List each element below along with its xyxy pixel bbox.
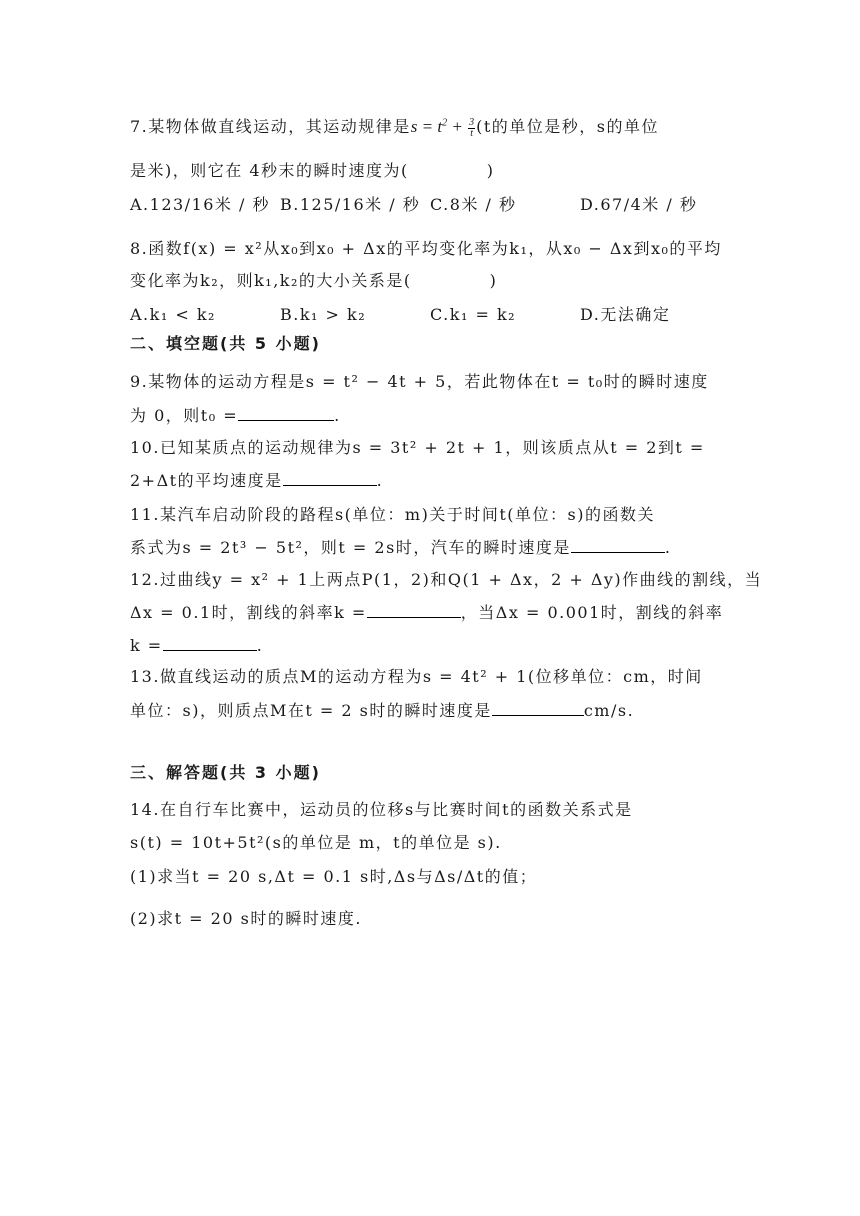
q12-line2-text-a: Δx = 0.1时，割线的斜率k = (130, 603, 367, 622)
q7-formula: $s = t^2$ + $\frac{3}{t}$ (410, 116, 475, 139)
q8-line2 (130, 270, 497, 292)
q8-line2-end: ) (489, 271, 498, 290)
q8-line1: 8.函数f(x) = x²从x₀到x₀ + Δx的平均变化率为k₁，从x₀ − Δx到x₀的平均 (130, 239, 722, 258)
q14-part1: (1)求当t = 20 s,Δt = 0.1 s时,Δs与Δs/Δt的值； (130, 867, 538, 886)
q7-line2-text: 是米)，则它在 4秒末的瞬时速度为( (130, 161, 409, 180)
q9-line1: 9.某物体的运动方程是s = t² − 4t + 5，若此物体在t = t₀时的瞬时速度 (130, 372, 709, 391)
q12-answer-blank-1[interactable] (367, 601, 461, 618)
q9-period: . (334, 406, 341, 425)
q12-period: . (256, 636, 264, 655)
q12-line3 (130, 634, 263, 657)
q10-period: . (376, 471, 384, 490)
q7-line1 (130, 116, 659, 139)
q8-line2-text: 变化率为k₂，则k₁,k₂的大小关系是( (130, 271, 412, 290)
q14-line1: 14.在自行车比赛中，运动员的位移s与比赛时间t的函数关系式是 (130, 800, 633, 819)
q9-line2 (130, 404, 341, 427)
q7-option-b: B.125/16米 / 秒 (280, 195, 421, 214)
q8-option-d: D.无法确定 (580, 305, 671, 324)
q8-option-a: A.k₁ < k₂ (130, 305, 216, 324)
q7-line2 (130, 160, 495, 182)
q12-answer-blank-2[interactable] (163, 634, 257, 651)
q7-text-b: (t的单位是秒，s的单位 (476, 117, 659, 136)
q8-option-c: C.k₁ = k₂ (430, 305, 517, 324)
q10-line1: 10.已知某质点的运动规律为s = 3t² + 2t + 1，则该质点从t = 2到t = (130, 438, 705, 457)
q9-answer-blank[interactable] (238, 404, 334, 421)
q13-line1: 13.做直线运动的质点M的运动方程为s = 4t² + 1(位移单位：cm，时间 (130, 667, 703, 686)
q13-answer-blank[interactable] (492, 699, 584, 716)
q11-answer-blank[interactable] (571, 536, 665, 553)
q12-line1: 12.过曲线y = x² + 1上两点P(1，2)和Q(1 + Δx，2 + Δy)作曲线的割线，当 (130, 570, 763, 589)
q13-unit: cm/s. (583, 701, 635, 720)
q10-line2-text: 2+Δt的平均速度是 (130, 471, 283, 490)
q12-line3-text: k = (130, 636, 163, 655)
q11-line1: 11.某汽车启动阶段的路程s(单位：m)关于时间t(单位：s)的函数关 (130, 505, 655, 524)
q10-line2 (130, 469, 383, 492)
q7-option-d: D.67/4米 / 秒 (580, 195, 698, 214)
q7-text-a: 7.某物体做直线运动，其运动规律是 (130, 117, 411, 136)
q7-option-c: C.8米 / 秒 (430, 195, 517, 214)
q13-line2-text: 单位：s)，则质点M在t = 2 s时的瞬时速度是 (130, 701, 492, 720)
section-heading-fill-in: 二、填空题(共 5 小题) (130, 334, 321, 353)
q10-answer-blank[interactable] (283, 469, 377, 486)
q14-part2: (2)求t = 20 s时的瞬时速度. (130, 909, 362, 928)
q9-line2-text: 为 0，则t₀ = (130, 406, 239, 425)
q13-line2 (130, 699, 634, 722)
q7-option-a: A.123/16米 / 秒 (130, 195, 270, 214)
q7-line2-end: ) (486, 161, 495, 180)
q14-line2: s(t) = 10t+5t²(s的单位是 m，t的单位是 s). (130, 833, 502, 852)
section-heading-answer: 三、解答题(共 3 小题) (130, 763, 321, 782)
q12-line2-text-b: ，当Δx = 0.001时，割线的斜率 (460, 603, 724, 622)
q11-line2-text: 系式为s = 2t³ − 5t²，则t = 2s时，汽车的瞬时速度是 (130, 538, 571, 557)
q11-period: . (664, 538, 672, 557)
q8-option-b: B.k₁ > k₂ (280, 305, 367, 324)
q11-line2 (130, 536, 671, 559)
q12-line2 (130, 601, 723, 624)
